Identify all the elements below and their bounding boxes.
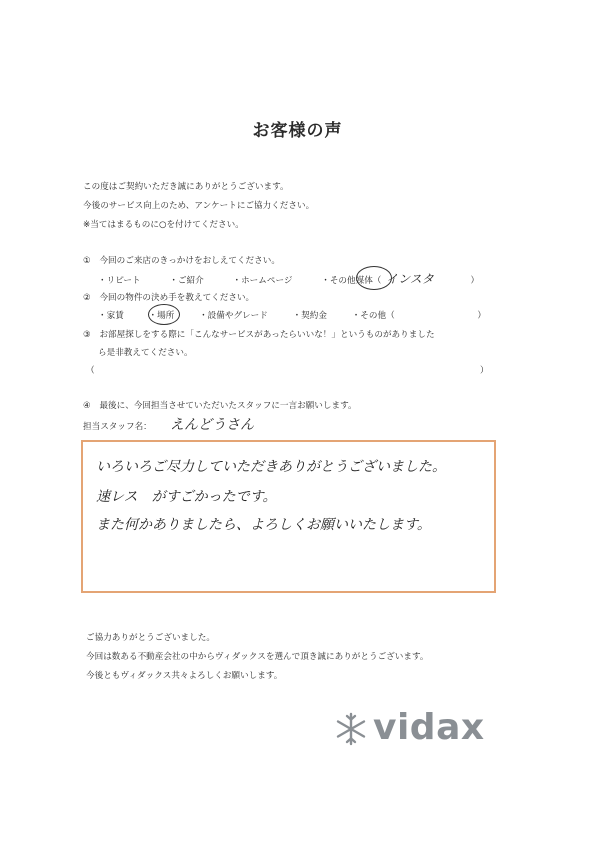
q2-option-location[interactable]: ・場所	[148, 311, 175, 321]
vidax-logo: vidax	[373, 707, 485, 748]
q1-option-other[interactable]: ・その他媒体（	[321, 276, 382, 286]
q4-number: ④	[83, 401, 91, 411]
q2-number: ②	[83, 293, 91, 303]
q4-text: 最後に、今回担当させていただいたスタッフに一言お願いします。	[99, 401, 357, 411]
q2-text: 今回の物件の決め手を教えてください。	[99, 293, 255, 303]
intro-line-1: この度はご契約いただき誠にありがとうございます。	[83, 182, 289, 192]
q1-number: ①	[83, 256, 91, 266]
q2-option-facilities[interactable]: ・設備やグレード	[199, 311, 268, 321]
q3-text-line-1-end: た	[425, 330, 435, 340]
closing-line-2: 今回は数ある不動産会社の中からヴィダックスを選んで頂き誠にありがとうございます。	[86, 652, 429, 662]
page-title: お客様の声	[252, 121, 343, 141]
q3-number: ③	[83, 330, 91, 340]
q2-option-rent[interactable]: ・家賃	[98, 311, 124, 321]
q1-text: 今回のご来店のきっかけをおしえてください。	[99, 256, 280, 266]
q3-question-line-1	[83, 329, 435, 341]
staff-name-handwritten: えんどうさん	[170, 417, 254, 433]
intro-line-2: 今後のサービス向上のため、アンケートにご協力ください。	[83, 201, 315, 211]
message-line-1: いろいろご尽力していただきありがとうございました。	[96, 459, 446, 475]
closing-line-1: ご協力ありがとうございました。	[86, 633, 215, 643]
q2-option-other[interactable]: ・その他（	[351, 311, 395, 321]
snowflake-icon	[333, 711, 369, 747]
q3-text-line-2: ら是非教えてください。	[98, 348, 193, 358]
q1-option-homepage[interactable]: ・ホームページ	[232, 276, 293, 286]
q2-option-deposit[interactable]: ・契約金	[292, 311, 327, 321]
q2-question	[83, 292, 254, 304]
intro-line-3: ※当てはまるものに○を付けてください。	[83, 220, 244, 230]
q3-close-paren: ）	[480, 366, 489, 376]
q3-text-line-1: お部屋探しをする際に「こんなサービスがあったらいいな！」というものがありまし	[99, 330, 426, 340]
q1-handwritten-answer: インスタ	[386, 272, 434, 286]
q2-close-paren: ）	[477, 311, 487, 321]
answer-circle-mark	[148, 304, 180, 325]
closing-line-3: 今後ともヴィダックス共々よろしくお願いします。	[86, 671, 283, 681]
q4-question	[83, 400, 357, 412]
staff-name-label: 担当スタッフ名：	[83, 422, 152, 432]
q1-option-repeat[interactable]: ・リピート	[98, 276, 141, 286]
q1-option-referral[interactable]: ・ご紹介	[169, 276, 204, 286]
q1-options	[98, 273, 479, 287]
message-line-3: また何かありましたら、よろしくお願いいたします。	[96, 517, 431, 533]
message-line-2: 速レス がすごかったです。	[96, 489, 277, 505]
q1-question	[83, 255, 280, 267]
answer-circle-mark	[356, 266, 392, 290]
q3-open-paren: （	[86, 366, 95, 376]
q1-close-paren: ）	[470, 276, 480, 286]
